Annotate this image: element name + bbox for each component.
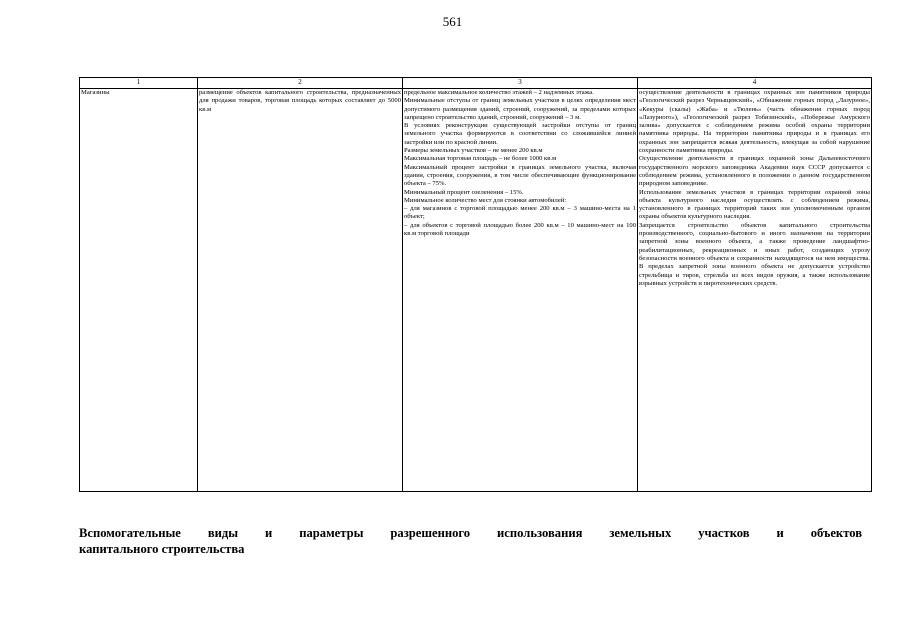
parameter-paragraph: предельное максимальное количество этажей – 2 надземных этажа. bbox=[404, 89, 594, 96]
section-heading-line: Вспомогательные виды и параметры разрешенного использования земельных участков и объектов bbox=[79, 526, 862, 540]
restriction-paragraph: Использование земельных участков в границах территории охранной зоны объекта культурного наследия осуществлять с соблюдением режима, установленного в границах территорий таких зон уполномоченным органом охраны объектов культурного наследия. bbox=[639, 188, 870, 221]
column-number-3: 3 bbox=[403, 78, 638, 89]
restrictions-cell bbox=[638, 89, 872, 492]
use-description-cell: размещение объектов капитального строительства, предназначенных для продажи товаров, торговая площадь которых составляет до 5000 кв.м bbox=[198, 89, 403, 492]
restriction-paragraph: осуществление деятельности в границах охранных зон памятников природы «Геологический разрез Черныщевский», «Обнажение горных пород „Лазурное», «Кекуры (скалы) «Жаба» и «Тюлень» (часть обнажения горных пород «Лазурного»), «Геологический разрез Тобизинский», «Побережье Амурского залива» допускается с соблюдением режима особой охраны территории памятника природы. На территории памятника природы и в границах его охранных зон запрещается всякая деятельность, влекущая за собой нарушение сохранности памятника природы. bbox=[639, 89, 870, 155]
parameter-paragraph: В условиях реконструкции существующей застройки отступы от границ земельного участка формируются в соответствии со сложившейся линией застройки или по красной линии. bbox=[404, 122, 636, 146]
parameter-paragraph: Минимальный процент озеленения – 15%. bbox=[404, 188, 524, 196]
section-heading bbox=[79, 525, 862, 557]
column-number-1: 1 bbox=[80, 78, 198, 89]
regulations-table bbox=[79, 77, 872, 492]
parameter-paragraph: Размеры земельных участков – не менее 200 кв.м bbox=[404, 147, 543, 155]
table-header-row bbox=[80, 78, 872, 89]
parameter-paragraph: – для объектов с торговой площадью более 200 кв.м – 10 машино-мест на 100 кв.м торговой площади bbox=[404, 221, 636, 238]
page-number: 561 bbox=[442, 14, 463, 29]
use-type-cell: Магазины bbox=[80, 89, 198, 492]
parameters-cell bbox=[403, 89, 638, 492]
column-number-2: 2 bbox=[198, 78, 403, 89]
table-row bbox=[80, 89, 872, 492]
section-heading-line: капитального строительства bbox=[79, 542, 245, 556]
restriction-paragraph: Осуществление деятельности в границах охранной зоны Дальневосточного государственного морского заповедника Академии наук СССР допускается с соблюдением режима, установленного в положении о данном государственном природном заповеднике. bbox=[639, 155, 870, 188]
restriction-paragraph: Запрещается строительство объектов капитального строительства производственного, социально-бытового и иного назначения на территории запретной зоны военного объекта, а также проведение ландшафтно-реабилитационных, рекреационных и иных работ, создающих угрозу безопасности военного объекта и сохранности находящегося на нем имущества. В пределах запретной зоны военного объекта не допускается устройство стрельбища и тиров, стрельба из всех видов оружия, а также использование взрывных устройств и пиротехнических средств. bbox=[639, 221, 870, 287]
parameter-paragraph: Максимальный процент застройки в границах земельного участка, включая здания, строения, сооружения, в том числе обеспечивающие функционирование объекта – 75%. bbox=[404, 163, 636, 188]
parameter-paragraph: – для магазинов с торговой площадью менее 200 кв.м – 3 машино-места на 1 объект; bbox=[404, 205, 636, 221]
parameter-paragraph: Максимальная торговая площадь – не более 1000 кв.м bbox=[404, 155, 557, 163]
column-number-4: 4 bbox=[638, 78, 872, 89]
parameter-paragraph: Минимальное количество мест для стоянки автомобилей: bbox=[404, 196, 567, 204]
parameter-paragraph: Минимальные отступы от границ земельных участков в целях определения мест допустимого размещения зданий, строений, сооружений, за пределами которых запрещено строительство зданий, строений, сооружений – 3 м. bbox=[404, 97, 636, 121]
